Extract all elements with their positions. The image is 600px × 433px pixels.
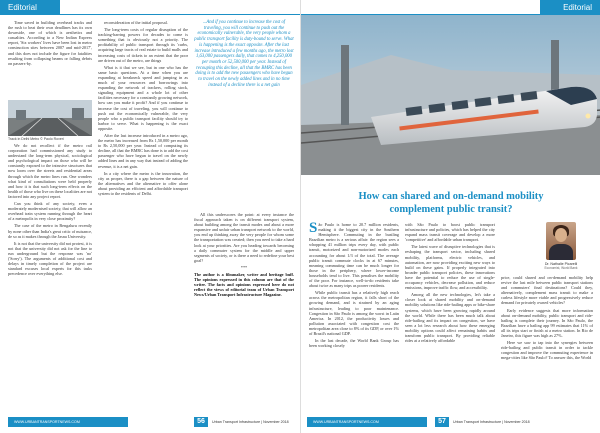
metro-train-photo [301, 15, 600, 175]
paragraph: Time saved in building overhead tracks and the rush to beat their own deadlines has its own downside, one of which is aesthetics and casualties. According to a New Indian Express report, 'Six workers' lives have been lost in metro construction sites between 2007 and mid-2017', and this does not include the figure for fatalities resulting from collapsing beams or falling debris on passers-by. [8, 20, 92, 66]
author-name: Dr. Nathalie Picarelli [544, 262, 578, 266]
author-block [531, 222, 591, 270]
article-title-line-1: How can shared and on-demand mobility [358, 191, 544, 202]
right-column-2 [405, 222, 495, 345]
drop-cap: S [309, 220, 318, 236]
paragraph: It is not that the university did not protest, it is not that the university did not ask for the line to run underground but the response was 'no' ('Sorry'). The arguments of additional cost and delays in timely completion of the project are standard excuses local experts for this tasks precedence over everything else. [8, 240, 92, 277]
page-number: 56 [194, 417, 208, 427]
paragraph: The long-term costs of regular disruption of the tracking-barring powers for decades to come is something that is obviously not a priority. The profitability of public transport through its 'curbs, acquiring large tracts of real estate to build malls and increasing costs of tickets to an extent that the poor are driven out of the metro, are things [98, 27, 188, 63]
metro-track-illustration [8, 100, 92, 136]
paragraph: ão Paulo is home to 20.7 million residents, making it the biggest city in the Southern Hemisphere. Commuting in the bustling Brazilian metro is a serious affair: the region sees a whopping 41 million trips every day, with public transit, motorized and non-motorized modes each accounting for about 1/3 of the total. The average public transit commute clocks in at 67 minutes, meaning commuting time can be much longer for those in the periphery, where lower-income households tend to live. This penalises the mobility of the poor. For instance, well-to-do residents take about twice as many trips as poorer residents. [309, 222, 399, 289]
paragraph: Early evidence suggests that more information about on-demand mobility, public transport and ride-hailing is complete their journey. In São Paulo, the Brazilian have a bailing app 99 estimates that 11% of all its trips start or finish at a metro station. In Rio de Janeiro, this figure was high as 27%. [501, 307, 593, 339]
paragraph: with São Paulo to boost public transport infrastructure and policies, which has helped the city expand mass transit coverage and develop a more 'competitive' and affordable urban transport. [405, 222, 495, 243]
author-role: Economist, World Bank [544, 266, 578, 270]
footer-publication: Urban Transport Infrastructure | November 2018 [212, 420, 289, 424]
section-label-left: Editorial [0, 0, 60, 15]
paragraph: What is it that we see, but in one who has the same basic questions. At a time when you are expanding at breakneck speed and jumping in as much of your resources and borrowings into expanding the network of trackers, rolling stock, signaling equipment and a whole lot of other facilities necessary for a constantly growing network, how can you make it profit? And if you continue to increase the cost of traveling, you will continue to push out the economically vulnerable, the very people who a public transport facility should try to harbor to serve. What is happening is the exact opposite. [98, 64, 188, 131]
metro-train-illustration [301, 15, 600, 175]
article-title [311, 190, 591, 216]
footer-website[interactable]: WWW.URBANTRANSPORTNEWS.COM [8, 417, 128, 427]
pull-quote: ...And if you continue to increase the cost of traveling, you will continue to push out the economically vulnerable, the very people whom a public transport facility is duty-bound to serve. What is happening is the exact opposite. After the last increase introduced a few months ago, the metro lost 1,63,000 passengers daily, that comes to 4,250,000 per month or 52,500,000 per year. Instead of recouping this decline, all that the BMRC has been doing is to add the new passengers who have begun to travel on the newly added lines and in no time instead of a decline there is a net gain [194, 20, 294, 88]
paragraph: The latest wave of disruptive technologies that is reshaping the transport sector, including shared mobility, platforms, electric vehicles, and automation, are now providing exciting new ways to build on these gains. If properly integrated into broader public transport policies, these innovations have the potential to reduce the use of single-occupancy vehicles, decrease pollution, and reduce emissions, improve traffic flow, and accessibility. [405, 244, 495, 291]
left-column-1 [8, 20, 92, 68]
page-number: 57 [435, 417, 449, 427]
right-column-3 [501, 275, 593, 363]
article-title-line-2: complement public transit? [389, 204, 513, 215]
footer-website[interactable]: WWW.URBANTRANSPORTNEWS.COM [307, 417, 427, 427]
footer-publication: Urban Transport Infrastructure | November 2018 [453, 420, 530, 424]
paragraph: Can you think of any society, even a moderately modernised society, that will allow an overhead train system running through the heart of a metropolis in very close proximity? [8, 201, 92, 222]
paragraph: Among all the new technologies, let's take a closer look at shared mobility and on-demand mobility solutions like ride-hailing apps or bike-share systems, which have been growing rapidly around the world. While there has been much talk about ride-hailing and its impact on congestion, we have seen a lot less research about how these emerging mobility options could affect remaining habits and transform public transport. By providing reliable rides at a relatively affordable [405, 292, 496, 344]
header-rule-left [60, 14, 300, 15]
metro-track-photo [8, 100, 92, 136]
paragraph: We do not recollect if the metro rail corporation had commissioned any study to understand the long-term physical, sociological and psychological impact on those who will be constantly exposed to the intrusive structures that now loom over the streets and residential areas through which the metro lines run. One wonders what kind of consultations were held properly and how it is that such long-term effects on the health of those who live on these localities are not factored into any project report. [8, 143, 92, 199]
author-photo [546, 222, 576, 260]
paragraph: After the last increase introduced in a metro ago, the metro has increased from Rs 1,50,000 per month to Rs 2,50,000 per year. Instead of computing its decline, all that the BMRC has done is to add the cost passenger who have begun to travel on the newly added lines and in any way that instead of adding the revenue, it is a net gain. [98, 132, 189, 169]
right-page [300, 0, 600, 433]
paragraph: All this underscores the point: at every instance the fiscal approach taken is on different transport system, about building among the transit modes and about a more expansive and unfair urban transport network to the world, you end up thinking away the very people for whom some the transportation was created; then you need to take a hard look at your priorities. Are you heading towards becoming a daily commuter system for the middle and upper segments of society, or is there a need to redefine your best goal? [194, 212, 294, 263]
left-column-1-cont [8, 143, 92, 278]
section-label-right: Editorial [540, 0, 600, 15]
paragraph: In the last decade, the World Bank Group has been working closely [309, 338, 399, 349]
section-break: *** [240, 264, 248, 270]
paragraph: price, could shared and on-demand mobility help revive the last mile between public transport stations and commuters' final destinations? Could they, alternatively, complement mass transit to make a carless lifestyle more viable and progressively reduce demand for privately owned vehicles? [501, 275, 593, 306]
paragraph: In a city where the metro is the innovation, the city as proper, there is a gap between the nature of the alternatives and the alternative to offer alone about providing an efficient and affordable transport system to the residents of Delhi. [98, 170, 188, 196]
paragraph: The case of the metro in Bengaluru recently by none other than India's great critic of nuisance, de so as it makes through the Jasna University. [8, 223, 92, 239]
right-column-1 [309, 222, 399, 350]
author-note: The author is a filmmaker, writer and heritage buff. The opinions expressed in this column are that of the writer. The facts and opinions expressed here do not reflect the views of editorial team of Urban Transport News/Urban Transport Infrastructure Magazine. [194, 272, 294, 298]
paragraph: Here we saw to tap into the synergies between ride-hailing and public transit in order to tackle congestion and improve the commuting experience in mega-cities like São Paulo? To answer this, the World [501, 340, 593, 361]
left-column-3 [194, 212, 294, 300]
paragraph: While public transit has a relatively high reach across the metropolitan region, it falls short of the growing demand, and is strained by an aging infrastructure, leading to poor maintenance. Congestion in São Paulo is among the worst in Latin America. In 2012, the productivity losses and pollution associated with congestion cost the metropolitan area close to 8% of its GDP, or over 1% of Brazil's national GDP. [309, 290, 399, 336]
photo-caption: Track in Delhi Metro © Paolo Roveri [8, 137, 64, 141]
paragraph: reconsideration of the initial proposal. [104, 20, 168, 25]
left-column-2 [98, 20, 188, 198]
